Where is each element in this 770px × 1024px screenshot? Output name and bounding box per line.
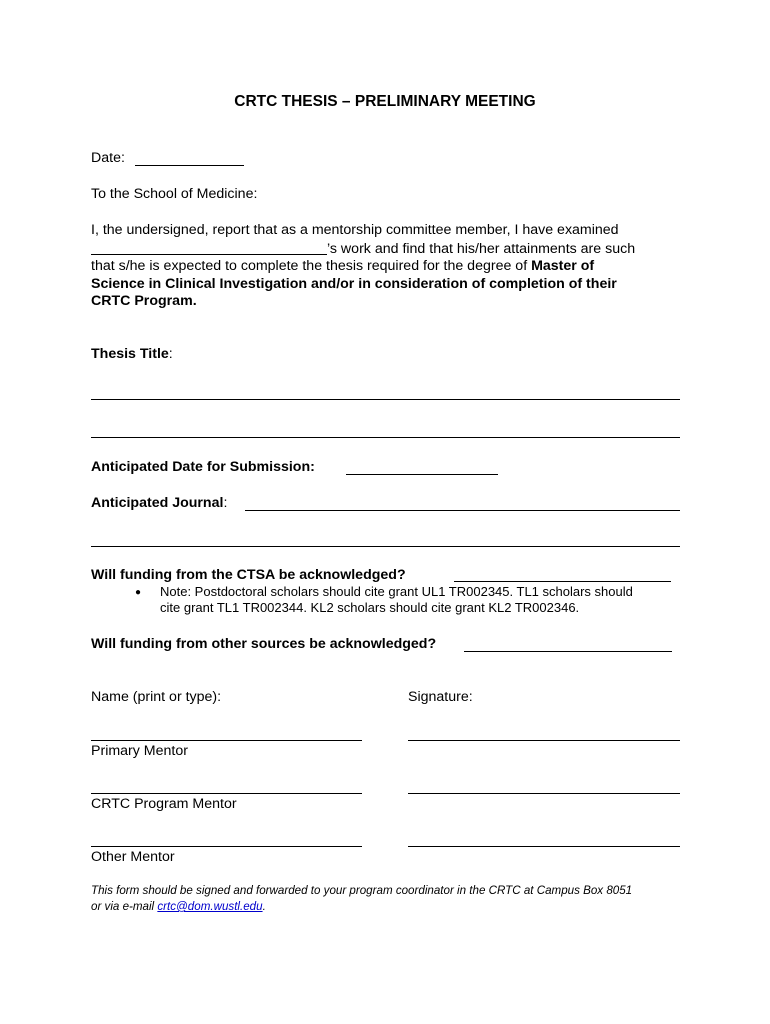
email-link[interactable]: crtc@dom.wustl.edu [157,900,263,913]
footer-line-1: This form should be signed and forwarded to your program coordinator in the CRTC at Campus Box 8051 [91,884,633,897]
other-funding-answer-field[interactable] [464,651,672,652]
ctsa-question: Will funding from the CTSA be acknowledged? [91,567,406,583]
program-mentor-signature-field[interactable] [408,793,680,794]
statement-line-5: CRTC Program. [91,293,197,309]
statement-line-4: Science in Clinical Investigation and/or in consideration of completion of their [91,275,617,292]
statement-line-2 [91,240,681,259]
journal-label-colon: : [223,495,228,511]
program-mentor-name-field[interactable] [91,793,362,794]
primary-mentor-signature-field[interactable] [408,740,680,741]
other-mentor-label: Other Mentor [91,849,175,865]
primary-mentor-label: Primary Mentor [91,743,188,759]
degree-name-start: Master of [531,258,595,274]
ctsa-note-line-1: Note: Postdoctoral scholars should cite grant UL1 TR002345. TL1 scholars should [160,584,633,599]
journal-label [91,495,227,511]
statement-line-3-text: that s/he is expected to complete the thesis required for the degree of [91,258,532,274]
statement-paragraph [91,222,681,311]
footer-line-2-suffix: . [262,900,266,913]
candidate-name-field[interactable] [91,240,327,255]
page-title: CRTC THESIS – PRELIMINARY MEETING [234,93,536,110]
signature-column-header: Signature: [408,689,473,705]
thesis-title-colon: : [168,346,173,362]
statement-line-2-text: ’s work and find that his/her attainments are such [327,240,636,257]
primary-mentor-name-field[interactable] [91,740,362,741]
journal-field[interactable] [245,510,680,511]
submission-date-field[interactable] [346,474,498,475]
journal-field-line-2[interactable] [91,546,680,547]
other-mentor-name-field[interactable] [91,846,362,847]
date-field[interactable] [135,165,244,166]
other-funding-question: Will funding from other sources be acknowledged? [91,636,437,652]
thesis-title-line-1[interactable] [91,399,680,400]
thesis-title-label [91,346,173,362]
ctsa-note [160,584,680,616]
statement-line-3 [91,258,681,276]
name-column-header: Name (print or type): [91,689,222,705]
thesis-title-line-2[interactable] [91,437,680,438]
journal-label-text: Anticipated Journal [91,495,224,511]
footer-line-2 [91,899,691,915]
footer-instructions [91,883,691,915]
date-label: Date: [91,150,125,166]
salutation: To the School of Medicine: [91,186,258,202]
bullet-icon: ● [135,587,142,598]
statement-line-1: I, the undersigned, report that as a mentorship committee member, I have examined [91,222,619,238]
ctsa-answer-field[interactable] [454,581,671,582]
ctsa-note-line-2: cite grant TL1 TR002344. KL2 scholars should cite grant KL2 TR002346. [160,600,580,615]
footer-line-2-prefix: or via e-mail [91,900,158,913]
submission-date-label: Anticipated Date for Submission: [91,459,315,475]
program-mentor-label: CRTC Program Mentor [91,796,237,812]
thesis-title-label-text: Thesis Title [91,346,169,362]
other-mentor-signature-field[interactable] [408,846,680,847]
